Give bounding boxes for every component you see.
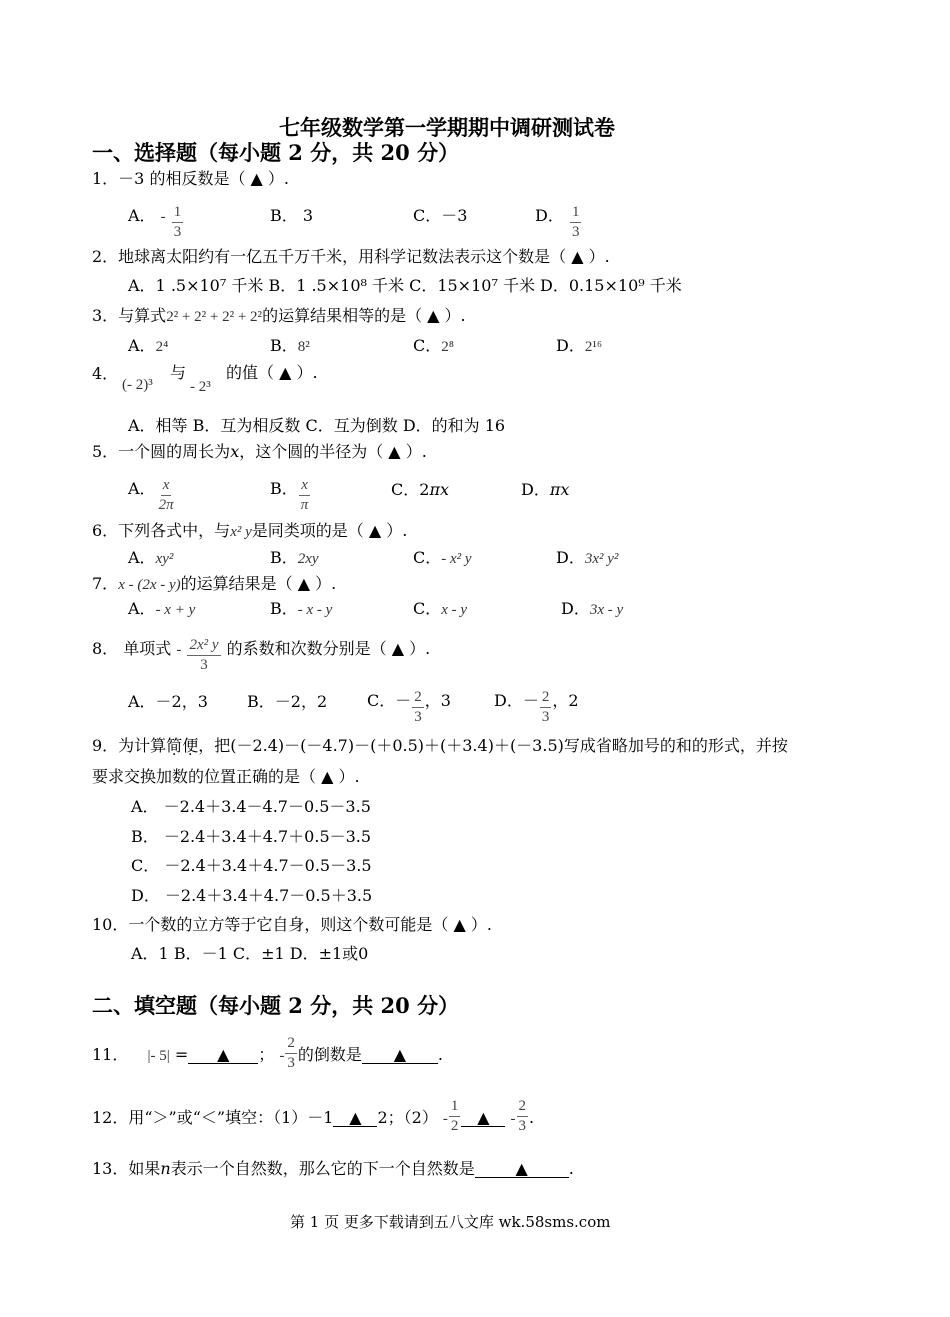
question-9-option-a: A． －2.4＋3.4－4.7－0.5－3.5 [131,797,371,816]
question-8-option-b: B．－2，2 [247,692,328,711]
question-12: 12．用“＞”或“＜”填空：（1）－1 ▲ 2；（2） - $\frac{1}{2}$ ▲ - $\frac{2}{3}$ . [92,1098,535,1134]
question-6-stem: 6．下列各式中，与x² y是同类项的是（ ▲ ）. [92,521,408,540]
fraction: $\frac{1}{3}$ [173,204,182,240]
page-footer: 第 1 页 更多下载请到五八文库 wk.58sms.com [290,1213,611,1231]
question-8-option-d: D．－ $\frac{2}{3}$ ，2 [494,689,579,725]
question-7-option-c: C．x - y [413,599,468,618]
fraction: $\frac{\text{2x² y}}{3}$ [189,637,219,673]
question-5-option-c: C．2πx [391,480,449,499]
question-7-option-d: D．3x - y [561,599,624,618]
question-4-number: 4． [92,364,119,383]
question-13: 13．如果n表示一个自然数，那么它的下一个自然数是 ▲ . [92,1159,574,1178]
question-4-connector: 与 [170,363,187,382]
question-7-option-b: B．- x - y [270,599,333,618]
question-3-option-d: D．2¹⁶ [556,336,603,355]
question-11: 11． |- 5| = ▲ ； - $\frac{2}{3}$ 的倒数是 ▲ . [92,1035,443,1071]
question-1-stem: 1．－3 的相反数是（ ▲ ）. [92,169,290,188]
minus-sign: - [160,209,166,225]
question-5-option-d: D．πx [521,480,570,499]
question-9-option-d: D． －2.4＋3.4＋4.7－0.5＋3.5 [131,886,373,905]
answer-blank[interactable]: ▲ [362,1047,438,1064]
question-4-stem-end: 的值（ ▲ ）. [226,363,318,382]
fraction: $\frac{1}{3}$ [571,204,580,240]
question-8-option-a: A．－2，3 [128,692,208,711]
question-1-option-c: C．－3 [413,206,468,225]
question-6-option-d: D．3x² y² [556,548,619,567]
question-7-option-a: A．- x + y [128,599,196,618]
page-title: 七年级数学第一学期期中调研测试卷 [279,115,615,140]
question-6-option-c: C．- x² y [413,548,472,567]
question-5-option-a: A． $\frac{x}{2\pi}$ [128,477,174,513]
question-7-stem: 7．x - (2x - y)的运算结果是（ ▲ ）. [92,574,337,593]
question-6-option-a: A．xy² [128,548,174,567]
section-heading-choice: 一、选择题（每小题 2 分，共 20 分） [92,140,460,165]
question-8-stem: 8． 单项式 - $\frac{\text{2x² y}}{3}$ 的系数和次数分别是（ ▲ ）. [92,637,431,673]
answer-blank[interactable]: ▲ [188,1047,258,1064]
question-4-options: A．相等 B．互为相反数 C．互为倒数 D．的和为 16 [128,416,506,435]
question-6-option-b: B．2xy [270,548,319,567]
question-9-option-b: B． －2.4＋3.4＋4.7＋0.5－3.5 [131,827,372,846]
question-1-option-d: D． $\frac{1}{3}$ [535,204,580,240]
question-1-options [128,199,184,240]
question-3-option-c: C．2⁸ [413,336,454,355]
question-5-option-b: B． $\frac{x}{\pi}$ [270,477,309,513]
question-3-option-a: A．2⁴ [128,336,169,355]
question-10-stem: 10．一个数的立方等于它自身，则这个数可能是（ ▲ ）. [92,915,492,934]
question-9-line-1: 9．为计算简便，把(－2.4)－(－4.7)－(＋0.5)＋(＋3.4)＋(－3.5)写成省略加号的和的形式，并按 [92,736,788,755]
question-10-options: A．1 B．－1 C．±1 D．±1或0 [131,944,369,963]
option-a-label: A． [128,206,156,225]
answer-blank[interactable]: ▲ [333,1110,377,1127]
question-2-options: A．1 .5×10⁷ 千米 B．1 .5×10⁸ 千米 C．15×10⁷ 千米 D．0.15×10⁹ 千米 [128,276,682,295]
question-4-expression-1: (- 2)³ [122,377,153,393]
section-heading-fill-blank: 二、填空题（每小题 2 分，共 20 分） [92,993,460,1018]
question-8-option-c: C．－ $\frac{2}{3}$ ，3 [367,689,451,725]
question-3-stem: 3．与算式2² + 2² + 2² + 2²的运算结果相等的是（ ▲ ）. [92,306,466,325]
answer-blank[interactable]: ▲ [461,1110,505,1127]
expression: 2² + 2² + 2² + 2² [166,309,263,325]
answer-blank[interactable]: ▲ [475,1161,569,1178]
question-4-expression-2: - 2³ [190,379,211,395]
question-9-line-2: 要求交换加数的位置正确的是（ ▲ ）. [92,767,360,786]
question-9-option-c: C． －2.4＋3.4＋4.7－0.5－3.5 [131,856,372,875]
question-2-stem: 2．地球离太阳约有一亿五千万千米，用科学记数法表示这个数是（ ▲ ）. [92,247,610,266]
question-3-option-b: B．8² [270,336,310,355]
question-5-stem: 5．一个圆的周长为x，这个圆的半径为（ ▲ ）. [92,442,427,461]
question-1-option-b: B． 3 [270,206,314,225]
